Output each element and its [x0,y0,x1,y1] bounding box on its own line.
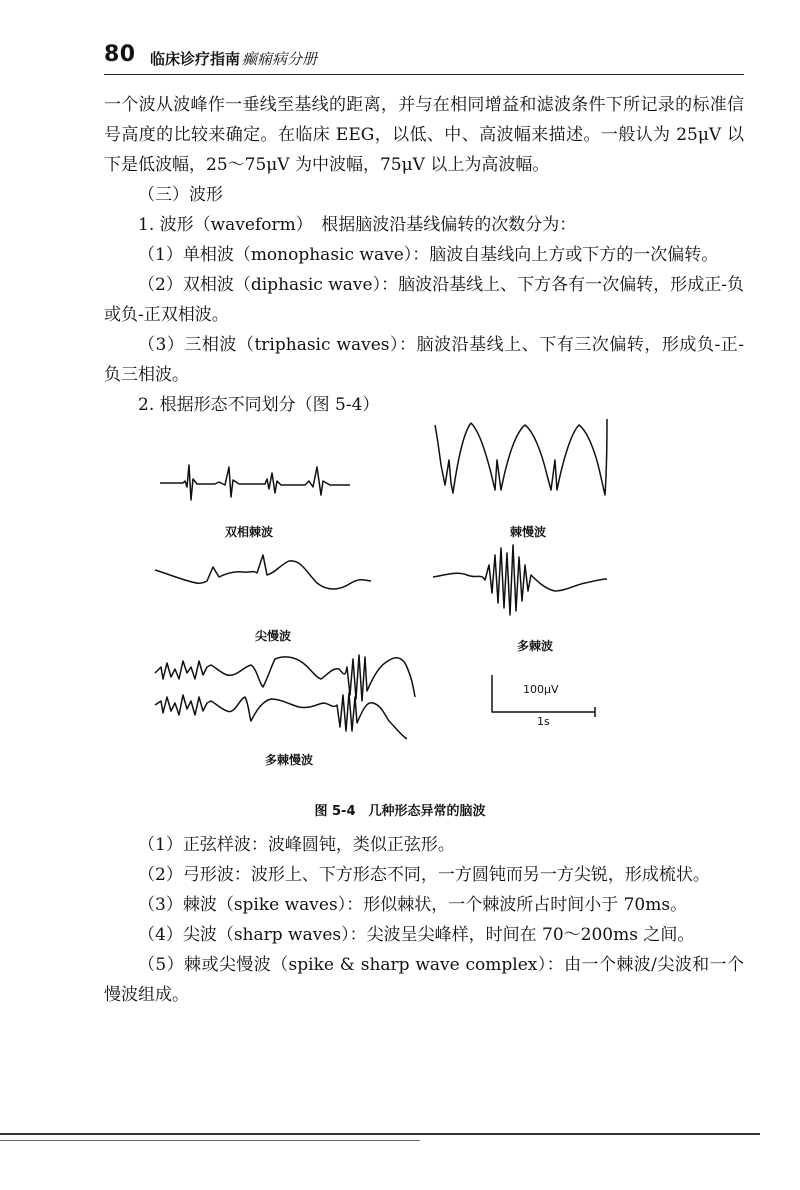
figure-caption: 图 5-4 几种形态异常的脑波 [314,804,486,819]
paragraph: 一个波从波峰作一垂线至基线的距离，并与在相同增益和滤波条件下所记录的标准信号高度的比较来确定。在临床 EEG，以低、中、高波幅来描述。一般认为 25μV 以下是低波幅，25～75μV 为中波幅，75μV 以上为高波幅。 [104,95,744,175]
polyspike-slow-trace-lower [155,693,407,739]
scale-time-label: 1s [537,715,550,728]
spike-slow-trace [435,419,607,495]
list-item: （1）正弦样波：波峰圆钝，类似正弦形。 [138,835,455,855]
book-subtitle: 癫痫病分册 [242,50,318,68]
footer-rule-secondary [0,1140,420,1141]
list-item: （4）尖波（sharp waves）：尖波呈尖峰样，时间在 70～200ms 之间。 [138,925,695,945]
sharp-slow-trace [155,555,371,589]
footer-rule [0,1133,760,1135]
header-rule [104,74,744,75]
biphasic-spike-trace [160,465,350,500]
label-biphasic-spike: 双相棘波 [225,525,274,539]
label-sharp-slow: 尖慢波 [255,629,292,643]
paragraph: 1. 波形（waveform） 根据脑波沿基线偏转的次数分为： [138,215,577,235]
label-polyspike-slow: 多棘慢波 [265,753,314,767]
list-item: （5）棘或尖慢波（spike & sharp wave complex）：由一个棘波/尖波和一个慢波组成。 [104,955,744,1005]
polyspike-slow-trace-upper [155,655,415,701]
list-item: （2）弓形波：波形上、下方形态不同，一方圆钝而另一方尖锐，形成梳状。 [138,865,710,885]
list-item: （3）棘波（spike waves）：形似棘状，一个棘波所占时间小于 70ms。 [138,895,688,915]
section-heading: （三）波形 [138,185,223,205]
paragraph: （3）三相波（triphasic waves）：脑波沿基线上、下有三次偏转，形成负-正-负三相波。 [104,335,744,385]
label-polyspike: 多棘波 [517,639,554,653]
body-text-top [104,90,744,420]
page-number: 80 [104,42,136,67]
paragraph: （2）双相波（diphasic wave）：脑波沿基线上、下方各有一次偏转，形成正-负或负-正双相波。 [104,275,744,325]
scale-amplitude-label: 100μV [523,683,559,696]
body-text-bottom [104,830,744,1010]
book-title: 临床诊疗指南 [150,50,241,68]
paragraph: （1）单相波（monophasic wave）：脑波自基线向上方或下方的一次偏转。 [138,245,719,265]
scale-bar [492,675,595,717]
paragraph: 2. 根据形态不同划分（图 5-4） [138,395,380,415]
eeg-waveforms [145,405,615,785]
label-spike-slow: 棘慢波 [510,525,547,539]
eeg-figure [145,405,615,785]
page-header [104,40,744,76]
polyspike-trace [433,545,607,615]
